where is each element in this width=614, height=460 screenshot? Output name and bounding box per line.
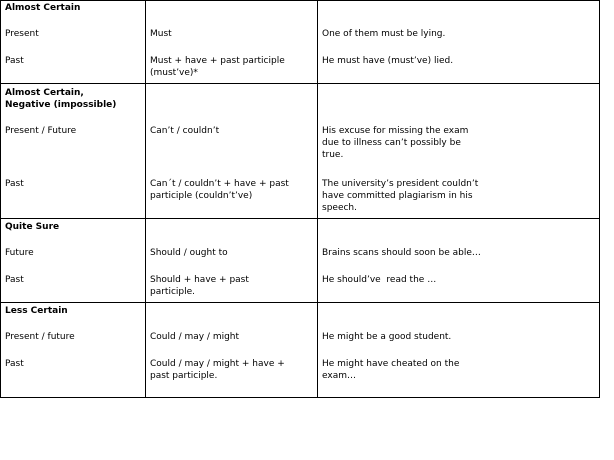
time-label: Present	[5, 29, 39, 39]
time-cell	[1, 84, 146, 219]
form-text: Could / may / might + have + past participle.	[150, 359, 285, 381]
form-text: Should + have + past participle.	[150, 275, 249, 297]
example-cell	[318, 219, 600, 303]
form-cell	[146, 219, 318, 303]
section-heading: Less Certain	[5, 306, 68, 316]
section-row-less-certain	[1, 303, 600, 398]
form-text: Can’t / couldn’t	[150, 126, 220, 136]
example-text: The university’s president couldn’t have committed plagiarism in his speech.	[322, 179, 479, 213]
section-row-almost-certain-negative	[1, 84, 600, 219]
section-row-quite-sure	[1, 219, 600, 303]
time-label: Past	[5, 359, 24, 369]
example-text: His excuse for missing the exam due to illness can’t possibly be true.	[322, 126, 469, 160]
time-label: Past	[5, 179, 24, 189]
example-cell	[318, 1, 600, 84]
form-text: Should / ought to	[150, 248, 228, 258]
time-label: Past	[5, 275, 24, 285]
time-cell	[1, 303, 146, 398]
time-label: Past	[5, 56, 24, 66]
section-heading: Almost Certain	[5, 3, 81, 13]
example-text: One of them must be lying.	[322, 29, 446, 39]
section-heading: Quite Sure	[5, 222, 60, 232]
example-text: He might have cheated on the exam…	[322, 359, 460, 381]
form-text: Must	[150, 29, 172, 39]
form-text: Can´t / couldn’t + have + past participle (couldn’t’ve)	[150, 179, 289, 201]
form-cell	[146, 1, 318, 84]
example-text: Brains scans should soon be able…	[322, 248, 481, 258]
example-cell	[318, 84, 600, 219]
form-text: Must + have + past participle (must’ve)*	[150, 56, 285, 78]
example-text: He might be a good student.	[322, 332, 452, 342]
example-cell	[318, 303, 600, 398]
form-cell	[146, 303, 318, 398]
section-heading: Almost Certain, Negative (impossible)	[5, 88, 117, 110]
time-label: Present / future	[5, 332, 75, 342]
time-label: Present / Future	[5, 126, 77, 136]
example-text: He must have (must’ve) lied.	[322, 56, 454, 66]
form-cell	[146, 84, 318, 219]
form-text: Could / may / might	[150, 332, 240, 342]
time-label: Future	[5, 248, 34, 258]
section-row-almost-certain	[1, 1, 600, 84]
time-cell	[1, 1, 146, 84]
example-text: He should’ve read the …	[322, 275, 437, 285]
time-cell	[1, 219, 146, 303]
